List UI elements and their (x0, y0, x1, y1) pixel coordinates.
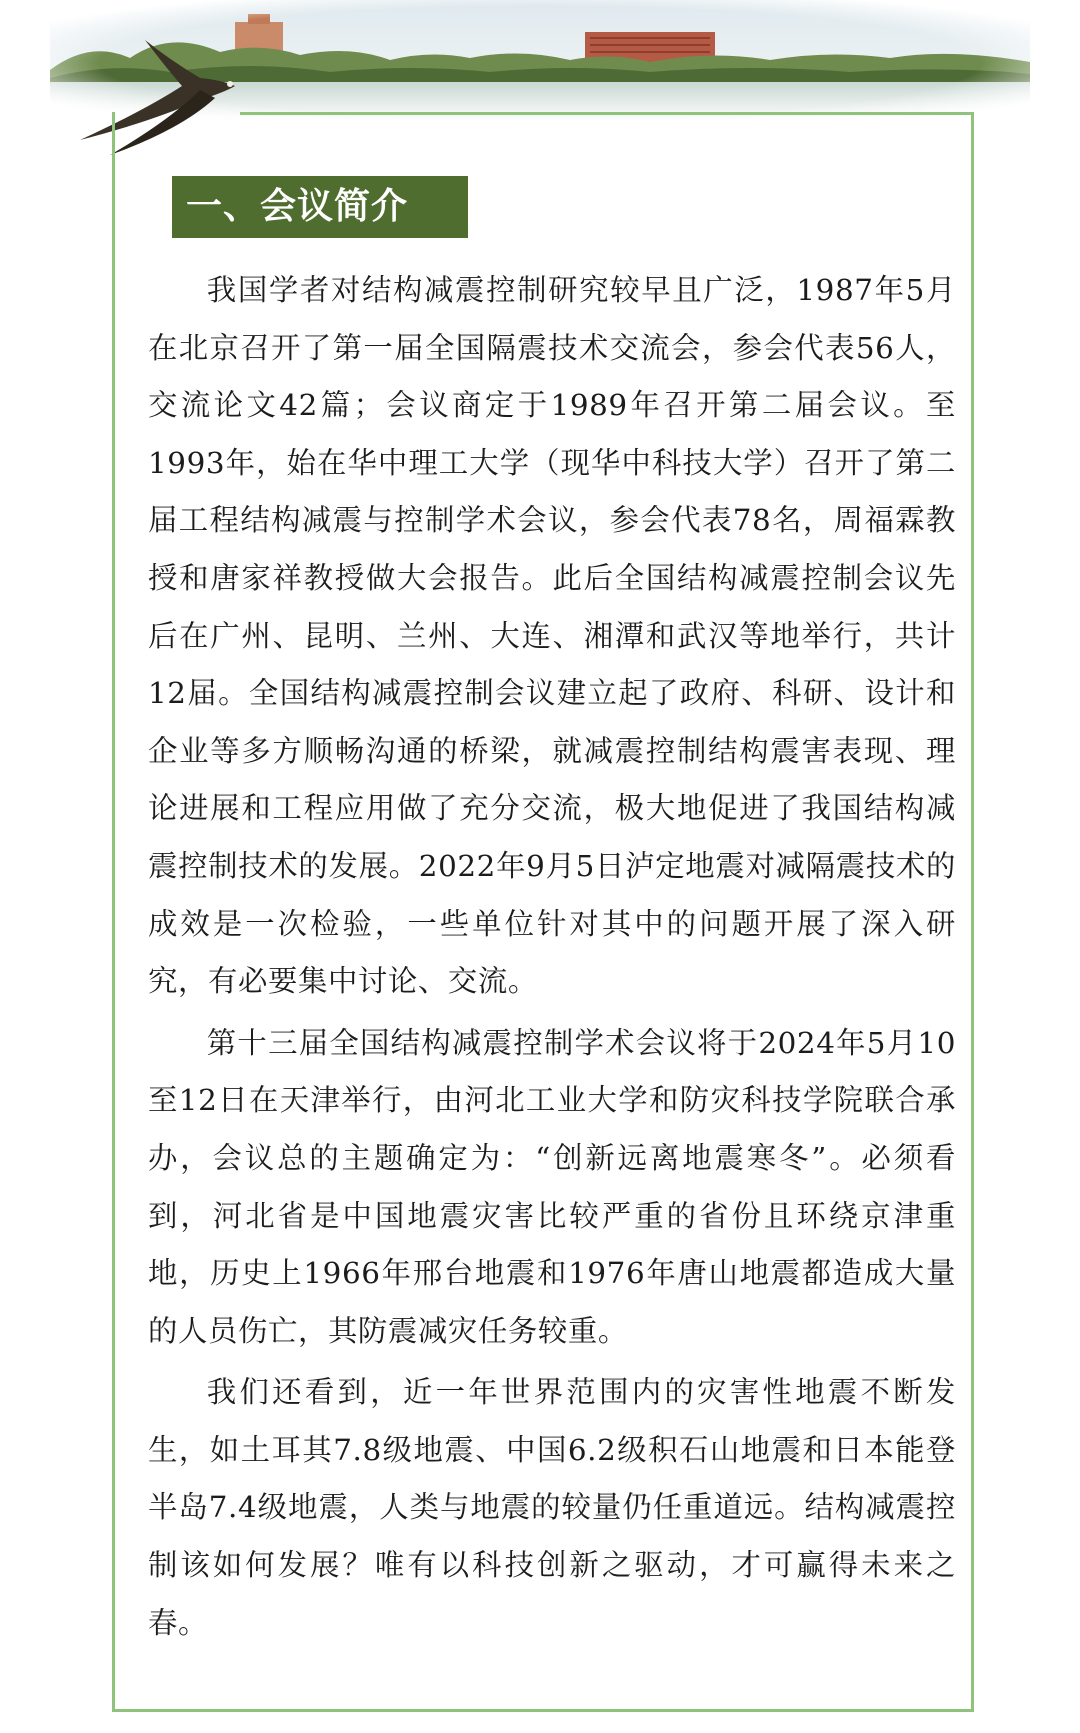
content-frame-top-border (240, 112, 974, 115)
paragraph-outlook: 我们还看到，近一年世界范围内的灾害性地震不断发生，如土耳其7.8级地震、中国6.2级积石山地震和日本能登半岛7.4级地震，人类与地震的较量仍任重道远。结构减震控制该如何发展？唯有以科技创新之驱动，才可赢得未来之春。 (148, 1375, 956, 1640)
section-title: 一、会议简介 (172, 176, 468, 238)
article-body (148, 262, 956, 1652)
paragraph-conference: 第十三届全国结构减震控制学术会议将于2024年5月10至12日在天津举行，由河北工业大学和防灾科技学院联合承办，会议总的主题确定为：“创新远离地震寒冬”。必须看到，河北省是中国地震灾害比较严重的省份且环绕京津重地，历史上1966年邢台地震和1976年唐山地震都造成大量的人员伤亡，其防震减灾任务较重。 (148, 1025, 956, 1348)
paragraph-history: 我国学者对结构减震控制研究较早且广泛，1987年5月在北京召开了第一届全国隔震技术交流会，参会代表56人，交流论文42篇；会议商定于1989年召开第二届会议。至1993年，始在华中理工大学（现华中科技大学）召开了第二届工程结构减震与控制学术会议，参会代表78名，周福霖教授和唐家祥教授做大会报告。此后全国结构减震控制会议先后在广州、昆明、兰州、大连、湘潭和武汉等地举行，共计12届。全国结构减震控制会议建立起了政府、科研、设计和企业等多方顺畅沟通的桥梁，就减震控制结构震害表现、理论进展和工程应用做了充分交流，极大地促进了我国结构减震控制技术的发展。2022年9月5日泸定地震对减隔震技术的成效是一次检验，一些单位针对其中的问题开展了深入研究，有必要集中讨论、交流。 (148, 273, 956, 999)
